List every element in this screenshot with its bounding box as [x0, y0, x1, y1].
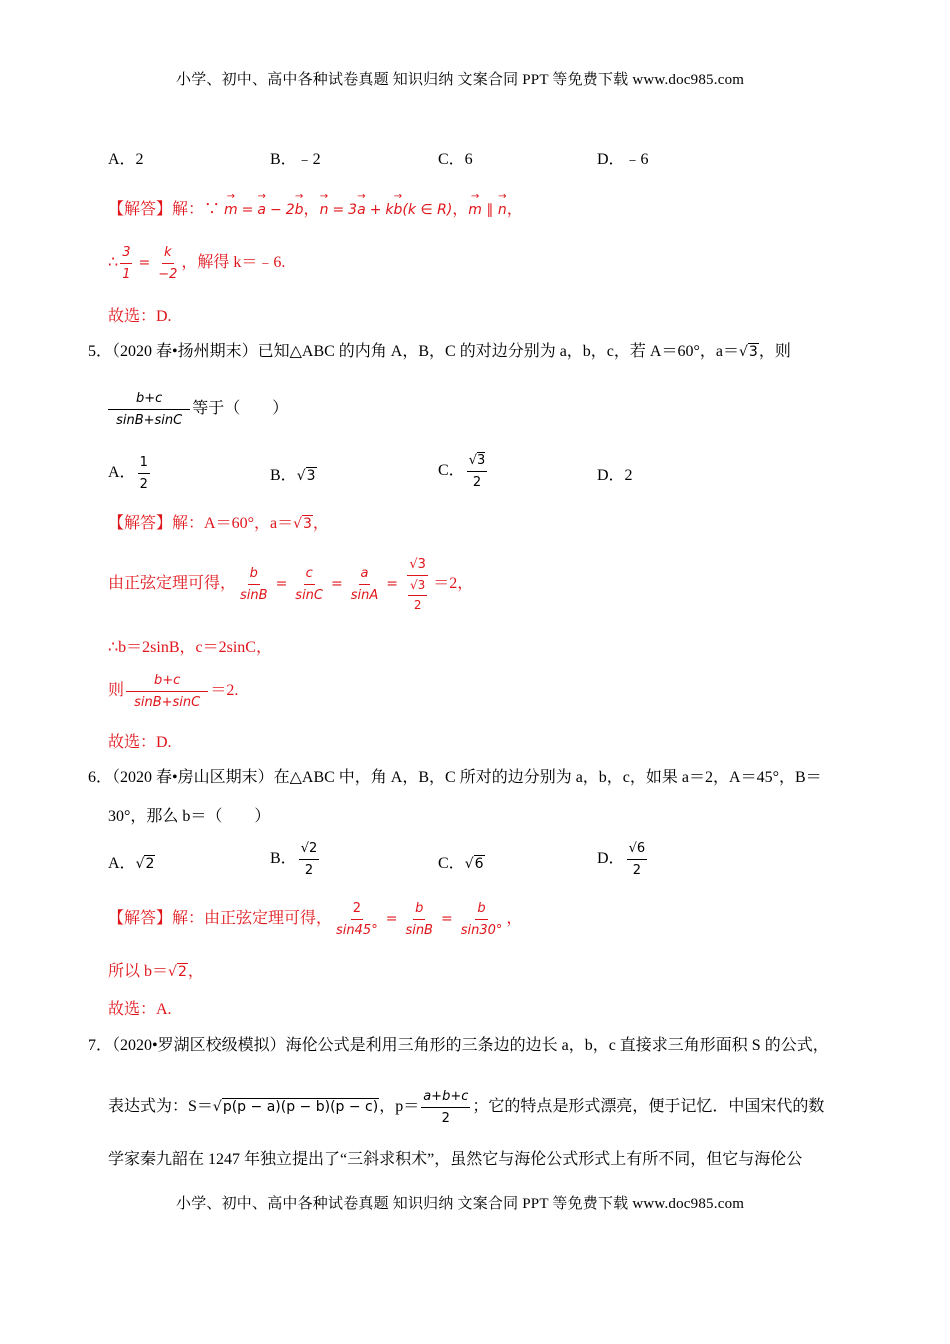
q7-stem-line2: 表达式为：S＝√p(p − a)(p − b)(p − c)，p＝ $\frac{a+b+c}{2}$ ；它的特点是形式漂亮，便于记忆．中国宋代的数 — [108, 1089, 825, 1126]
q6-stem-line2: 30°，那么 b＝（ ） — [108, 808, 271, 825]
q4-option-d: D．﹣6 — [597, 151, 649, 168]
q6-option-c: C．√6 — [438, 855, 484, 872]
q4-answer: 故选：D. — [108, 308, 172, 325]
q5-solution-line3: ∴b＝2sinB，c＝2sinC， — [108, 639, 272, 656]
q5-option-b: B．√3 — [270, 467, 316, 484]
q6-stem-line1: 6．（2020 春•房山区期末）在△ABC 中，角 A，B，C 所对的边分别为 a，b，c，如果 a＝2，A＝45°，B＝ — [88, 769, 822, 786]
solution-tag: 【解答】 — [108, 201, 173, 218]
q6-answer: 故选：A. — [108, 1001, 172, 1018]
q7-stem-line3: 学家秦九韶在 1247 年独立提出了“三斜求积术”，虽然它与海伦公式形式上有所不同，但它与海伦公 — [108, 1151, 803, 1168]
q6-option-a: A．√2 — [108, 855, 155, 872]
q6-solution-line2: 所以 b＝√2， — [108, 963, 204, 980]
q5-stem-fraction: $\frac{b+c}{\sin B+\sin C}$ 等于（ ） — [106, 390, 288, 429]
q5-solution-line1: 【解答】解：A＝60°，a＝√3， — [108, 515, 329, 532]
page-footer: 小学、初中、高中各种试卷真题 知识归纳 文案合同 PPT 等免费下载 www.doc985.com — [176, 1196, 745, 1212]
q5-solution-line2: 由正弦定理可得， $\frac{b}{\sin B}$ = $\frac{c}{\sin C}$ = $\frac{a}{\sin A}$ = $\frac{√3}{\frac{√3}{2}}$ ＝2， — [108, 557, 474, 612]
q6-option-b: B． $\frac{√2}{2}$ — [270, 841, 318, 878]
q6-option-d: D． $\frac{√6}{2}$ — [597, 841, 646, 878]
q4-solution-line2: ∴ $\frac{3}{1}$ = $\frac{k}{-2}$ ，解得 k＝﹣6. — [108, 245, 286, 282]
q5-stem: 5．（2020 春•扬州期末）已知△ABC 的内角 A，B，C 的对边分别为 a，b，c，若 A＝60°，a＝√3，则 — [88, 343, 791, 360]
q5-option-a: A． $\frac{1}{2}$ — [108, 455, 148, 492]
q5-solution-line4: 则 $\frac{b+c}{\sin B+\sin C}$ ＝2. — [108, 673, 239, 710]
q7-stem-line1: 7．（2020•罗湖区校级模拟）海伦公式是利用三角形的三条边的边长 a，b，c 直接求三角形面积 S 的公式， — [88, 1037, 829, 1054]
q4-option-b: B．﹣2 — [270, 151, 321, 168]
page-header: 小学、初中、高中各种试卷真题 知识归纳 文案合同 PPT 等免费下载 www.doc985.com — [176, 72, 745, 88]
q5-option-c: C． $\frac{√3}{2}$ — [438, 453, 486, 490]
q4-option-c: C．6 — [438, 151, 473, 168]
solution-tag: 【解答】 — [108, 515, 173, 532]
q4-solution-line1: 【解答】解：∵ → m =→ a − 2→ b，→ n = 3→ a + k→ b(k ∈ R)，→ m ∥ → n， — [108, 196, 523, 219]
q6-solution-line1: 【解答】解：由正弦定理可得， $\frac{2}{\sin 45^\circ}$ = $\frac{b}{\sin B}$ = $\frac{b}{\sin 30^\circ}$ ， — [108, 901, 523, 938]
q5-option-d: D．2 — [597, 467, 633, 484]
q5-answer: 故选：D. — [108, 734, 172, 751]
q4-option-a: A．2 — [108, 151, 144, 168]
solution-tag: 【解答】 — [108, 910, 173, 928]
